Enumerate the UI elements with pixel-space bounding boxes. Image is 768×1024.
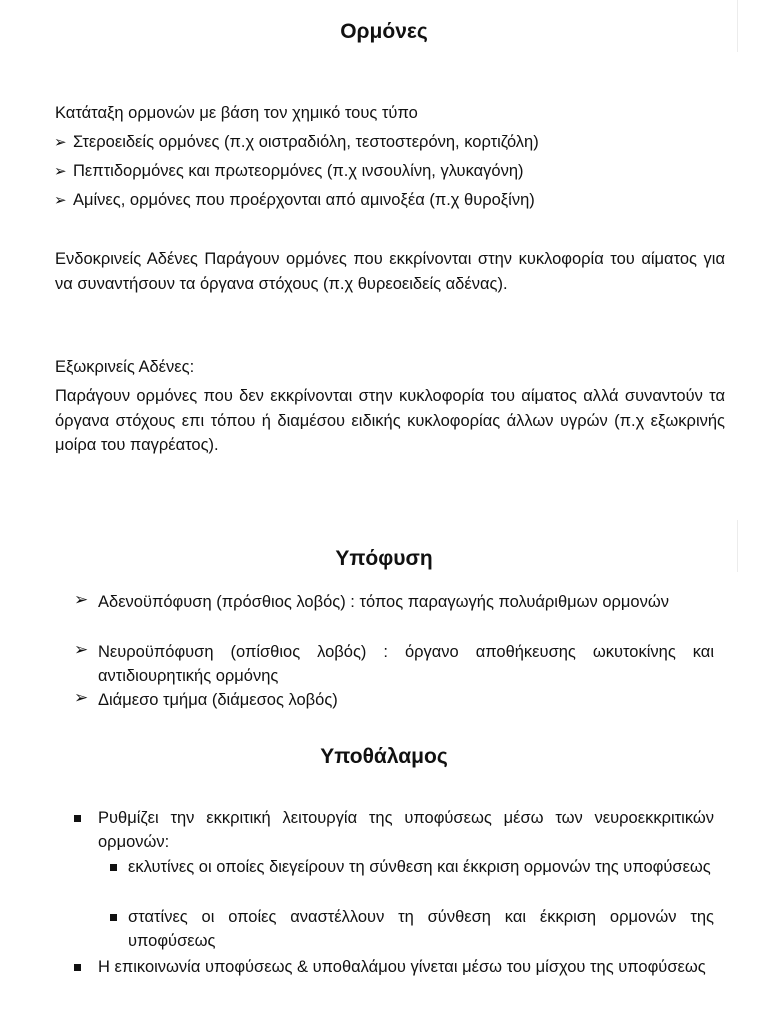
pituitary-title: Υπόφυση: [335, 547, 433, 570]
page-title: Ορμόνες: [340, 20, 428, 43]
classification-item: ➢ Πεπτιδορμόνες και πρωτεορμόνες (π.χ ινσουλίνη, γλυκαγόνη): [54, 159, 524, 184]
exocrine-heading: Εξωκρινείς Αδένες:: [55, 358, 195, 376]
classification-heading: Κατάταξη ορμονών με βάση τον χημικό τους τύπο: [55, 104, 418, 122]
pituitary-item: Αδενοϋπόφυση (πρόσθιος λοβός) : τόπος παραγωγής πολυάριθμων ορμονών: [98, 593, 669, 611]
hypothalamus-title: Υποθάλαμος: [320, 745, 448, 768]
square-bullet-icon: [74, 964, 81, 971]
classification-item: ➢ Στεροειδείς ορμόνες (π.χ οιστραδιόλη, τεστοστερόνη, κορτιζόλη): [54, 130, 539, 155]
hypothalamus-item: Η επικοινωνία υποφύσεως & υποθαλάμου γίνεται μέσω του μίσχου της υποφύσεως: [98, 958, 706, 976]
square-bullet-icon: [110, 864, 117, 871]
arrow-bullet-icon: ➢: [54, 163, 67, 180]
hypothalamus-item: Ρυθμίζει την εκκριτική λειτουργία της υποφύσεως μέσω των νευροεκκριτικών ορμονών:: [98, 809, 714, 851]
classification-item: ➢ Αμίνες, ορμόνες που προέρχονται από αμινοξέα (π.χ θυροξίνη): [54, 188, 535, 213]
arrow-bullet-icon: ➢: [74, 640, 89, 659]
arrow-bullet-icon: ➢: [54, 134, 67, 151]
hypothalamus-subitem: εκλυτίνες οι οποίες διεγείρουν τη σύνθεση και έκκριση ορμονών της υποφύσεως: [128, 858, 711, 876]
arrow-bullet-icon: ➢: [74, 590, 89, 609]
square-bullet-icon: [110, 914, 117, 921]
arrow-bullet-icon: ➢: [54, 192, 67, 209]
hypothalamus-subitem: στατίνες οι οποίες αναστέλλουν τη σύνθεση και έκκριση ορμονών της υποφύσεως: [128, 908, 714, 950]
arrow-bullet-icon: ➢: [74, 688, 89, 707]
endocrine-paragraph: Ενδοκρινείς Αδένες Παράγουν ορμόνες που εκκρίνονται στην κυκλοφορία του αίματος για να συναντήσουν τα όργανα στόχους (π.χ θυρεοειδείς αδένας).: [55, 250, 725, 293]
pituitary-item: Νευροϋπόφυση (οπίσθιος λοβός) : όργανο αποθήκευσης ωκυτοκίνης και αντιδιουρητικής ορμόνης: [98, 643, 714, 685]
exocrine-paragraph: Παράγουν ορμόνες που δεν εκκρίνονται στην κυκλοφορία του αίματος αλλά συναντούν τα όργανα στόχους επι τόπου ή διαμέσου ειδικής κυκλοφορίας άλλων υγρών (π.χ εξωκρινής μοίρα του παγρέατος).: [55, 387, 725, 454]
square-bullet-icon: [74, 815, 81, 822]
pituitary-item: Διάμεσο τμήμα (διάμεσος λοβός): [98, 691, 338, 709]
